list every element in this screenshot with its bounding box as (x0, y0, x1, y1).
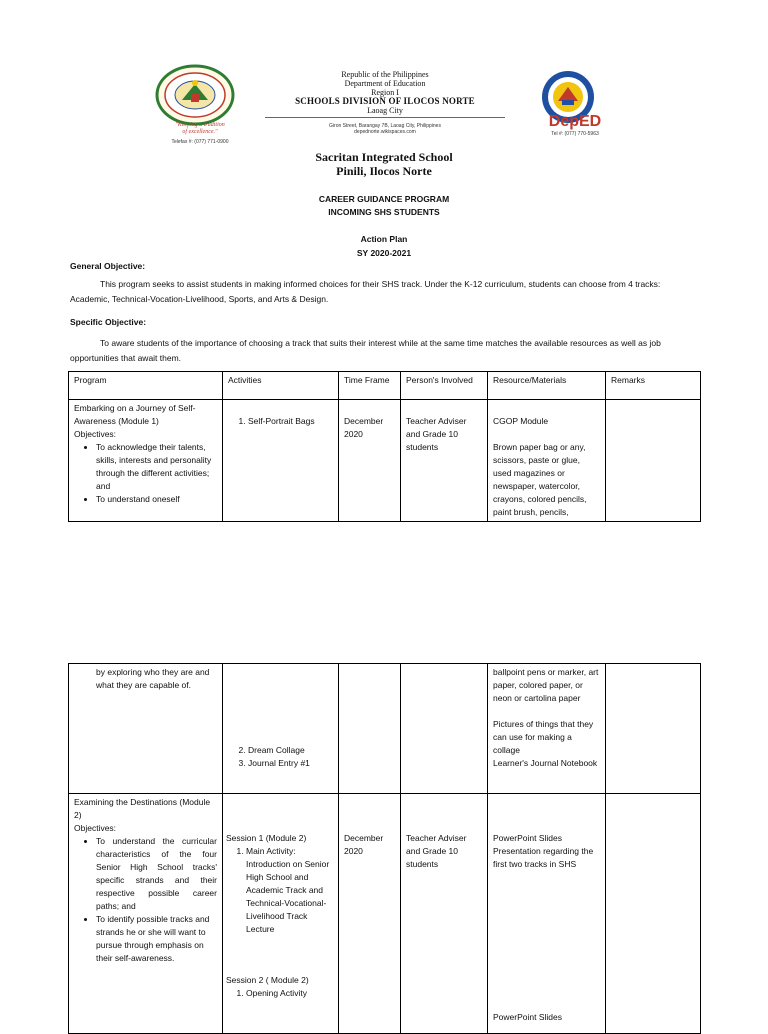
header-program: Program (69, 372, 223, 400)
general-objective-heading: General Objective: (70, 261, 146, 271)
objectives-list (74, 441, 217, 506)
objective-continuation: by exploring who they are and what they are capable of. (96, 667, 210, 690)
header-time-frame: Time Frame (339, 372, 401, 400)
letterhead (150, 62, 626, 145)
action-plan-table-page-1 (68, 371, 701, 522)
activities-cell (223, 400, 339, 522)
objective-item: • To understand oneself (96, 493, 217, 506)
program-subtitle: INCOMING SHS STUDENTS (328, 207, 440, 217)
program-title: CAREER GUIDANCE PROGRAM (318, 194, 450, 204)
activities-list (228, 415, 333, 428)
action-plan-table-page-2 (68, 663, 701, 1034)
specific-objective-heading: Specific Objective: (70, 317, 147, 327)
session2-list (226, 987, 333, 1000)
department-line: Department of Education (344, 79, 426, 88)
objectives-list (74, 835, 217, 965)
objectives-label: Objectives: (74, 429, 117, 439)
activity-item: 2. Dream Collage (248, 744, 333, 757)
resources-cell: PowerPoint Slides Presentation regarding the first two tracks in SHS PowerPoint Slides (488, 794, 606, 1034)
time-frame-cell: December 2020 (339, 400, 401, 522)
session1-label: Session 1 (Module 2) (226, 833, 307, 843)
table-row (69, 664, 701, 794)
letterhead-titles (265, 70, 505, 115)
header-remarks: Remarks (606, 372, 701, 400)
objectives-label: Objectives: (74, 823, 117, 833)
republic-line: Republic of the Philippines (341, 70, 429, 79)
specific-objective-text: To aware students of the importance of choosing a track that suits their interest while at the same time matches the available resources as well as job opportunities that await them. (70, 338, 661, 363)
general-objective-text: This program seeks to assist students in making informed choices for their SHS track. Under the K-12 curriculum, students can choose from 4 tracks: Academic, Technical-Vocation-Livelihood, Sports, and Arts & Design. (70, 279, 661, 304)
header-divider (265, 117, 505, 118)
region-line: Region I (371, 88, 399, 97)
address-block: Giron Street, Barangay 7B, Laoag City, Philippines depednorte.wikispaces.com (329, 123, 441, 135)
module2-title: Examining the Destinations (Module 2) (74, 797, 211, 820)
school-name: Sacritan Integrated School (315, 150, 453, 164)
resources-cell: CGOP Module Brown paper bag or any, scissors, paste or glue, used magazines or newspaper, watercolor, crayons, colored pencils, paint brush, pencils, (488, 400, 606, 522)
time-frame-cell (339, 664, 401, 794)
activities-cell (223, 794, 339, 1034)
telephone-text: Tel #: (077) 770-5963 (551, 131, 599, 137)
resources-cell: ballpoint pens or marker, art paper, colored paper, or neon or cartolina paper Pictures of things that they can use for making a collage Learner's Journal Notebook (488, 664, 606, 794)
school-year: SY 2020-2021 (356, 248, 412, 258)
activity-item: 1. Self-Portrait Bags (248, 415, 333, 428)
action-plan-title: Action Plan (360, 234, 408, 244)
time-frame-cell: December 2020 (339, 794, 401, 1034)
activity-item: 3. Journal Entry #1 (248, 757, 333, 770)
remarks-cell (606, 794, 701, 1034)
objective-item: • To acknowledge their talents, skills, interests and personality through the different activities; and (96, 441, 217, 493)
objective-item: • To understand the curricular characteristics of the four Senior High School tracks' specific strands and their respective possible career paths; and (96, 835, 217, 913)
program-cell (69, 400, 223, 522)
motto-text: "Keeping a tradition of excellence." (175, 122, 225, 135)
remarks-cell (606, 664, 701, 794)
header-resources: Resource/Materials (488, 372, 606, 400)
persons-cell: Teacher Adviser and Grade 10 students (401, 794, 488, 1034)
module1-title: Embarking on a Journey of Self-Awareness (Module 1) (74, 403, 196, 426)
program-cell (69, 794, 223, 1034)
svg-text:DepED: DepED (548, 113, 602, 130)
program-cell (69, 664, 223, 794)
activities-cell (223, 664, 339, 794)
session2-label: Session 2 ( Module 2) (226, 975, 309, 985)
session1-list (226, 845, 333, 936)
activity-item: 1. Opening Activity (246, 987, 333, 1000)
city-line: Laoag City (367, 106, 403, 115)
header-activities: Activities (223, 372, 339, 400)
activity-item: 1. Main Activity: Introduction on Senior High School and Academic Track and Technical-Vocational-Livelihood Track Lecture (246, 845, 333, 936)
persons-cell: Teacher Adviser and Grade 10 students (401, 400, 488, 522)
table-row (69, 794, 701, 1034)
deped-wordmark-logo (528, 112, 622, 130)
division-line: SCHOOLS DIVISION OF ILOCOS NORTE (295, 96, 475, 106)
division-seal-logo (154, 64, 236, 130)
table-header-row (69, 372, 701, 400)
activities-list (228, 744, 333, 770)
objective-item: • To identify possible tracks and strands he or she will want to pursue through emphasis on their self-awareness. (96, 913, 217, 965)
remarks-cell (606, 400, 701, 522)
telefax-text: Telefax #: (077) 771-0900 (171, 139, 229, 145)
school-location: Pinili, Ilocos Norte (336, 164, 432, 178)
header-persons-involved: Person's Involved (401, 372, 488, 400)
table-row (69, 400, 701, 522)
persons-cell (401, 664, 488, 794)
